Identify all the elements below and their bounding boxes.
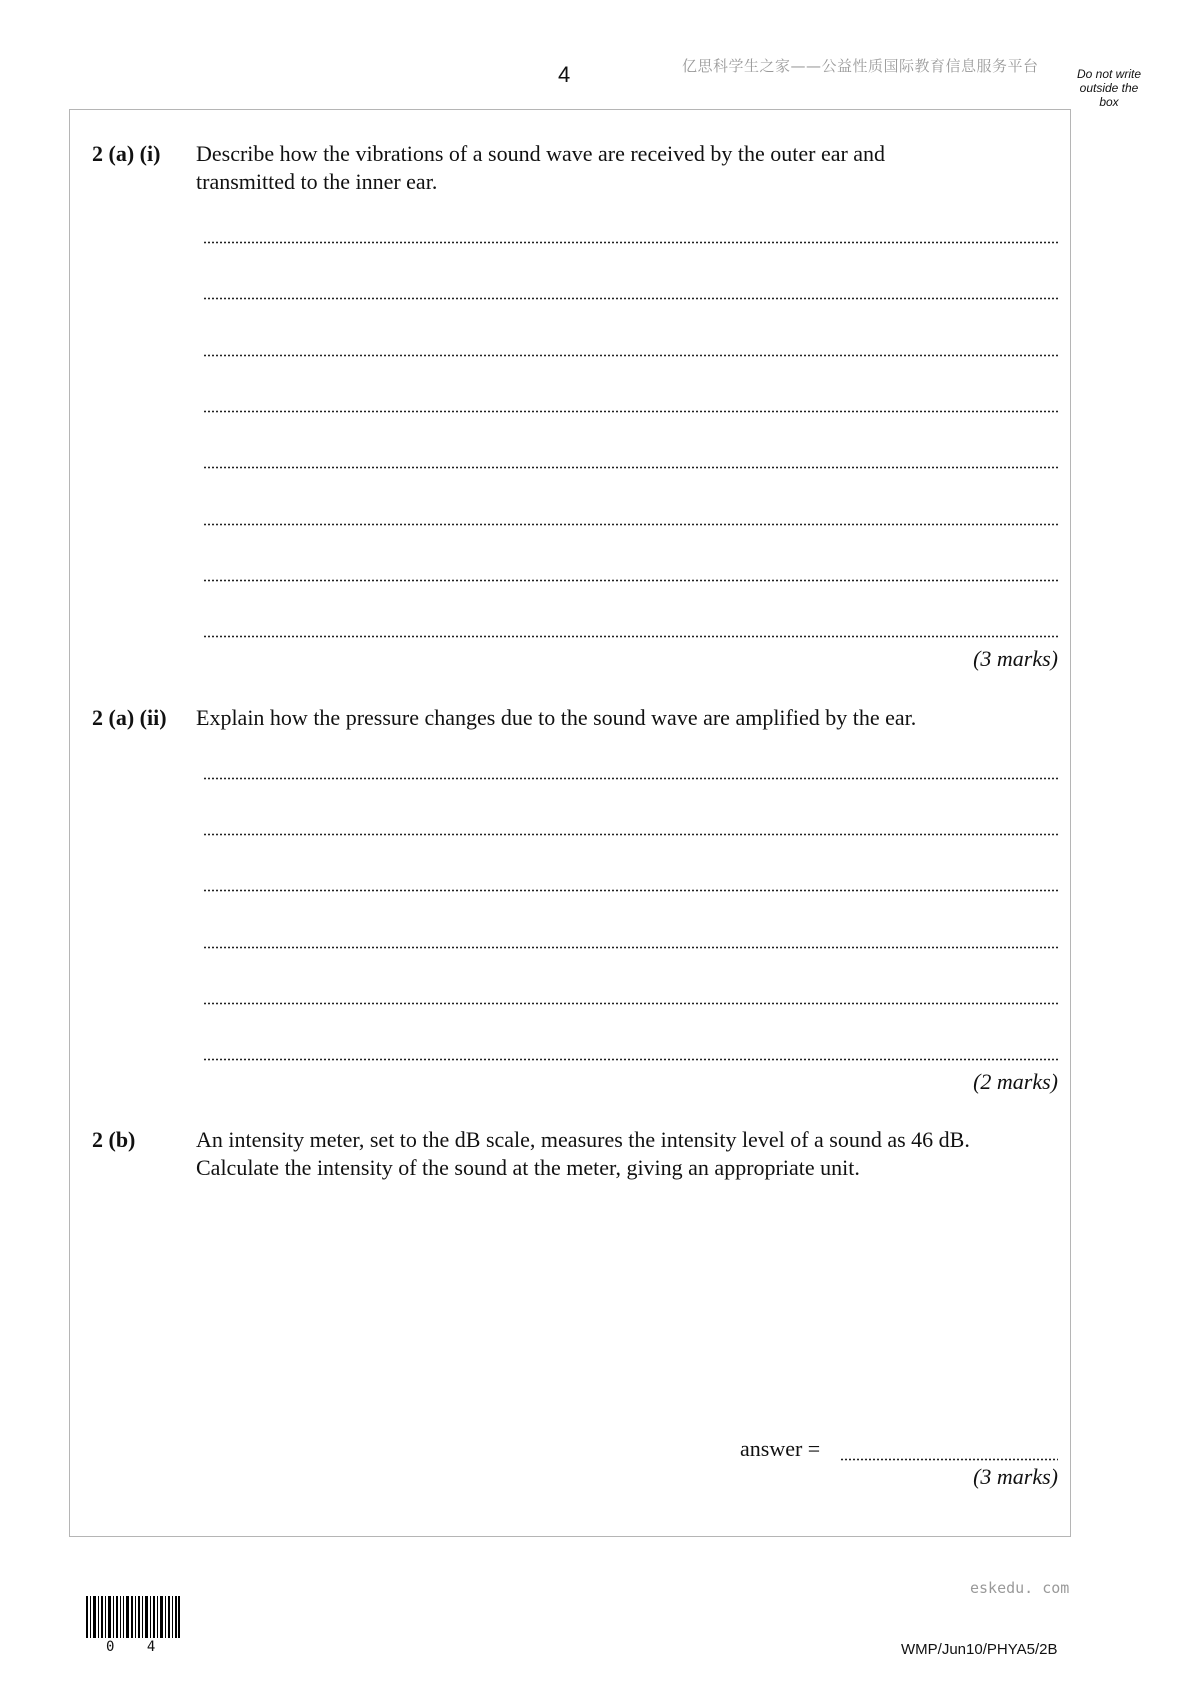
marks-2ai: (3 marks) — [973, 646, 1058, 671]
question-text-2ai-line1: Describe how the vibrations of a sound wave are received by the outer ear and — [196, 141, 886, 166]
answer-line[interactable] — [203, 354, 1058, 357]
answer-box-border — [69, 109, 1071, 1537]
answer-line[interactable] — [203, 946, 1058, 949]
question-text-2aii: Explain how the pressure changes due to the sound wave are amplified by the ear. — [196, 705, 917, 730]
answer-line[interactable] — [203, 241, 1058, 244]
answer-line[interactable] — [203, 889, 1058, 892]
question-text-2b-line1: An intensity meter, set to the dB scale, measures the intensity level of a sound as 46 dB. — [196, 1127, 970, 1152]
footer-site-watermark: eskedu. com — [970, 1579, 1070, 1597]
watermark-text: 亿思科学生之家——公益性质国际教育信息服务平台 — [682, 57, 1039, 75]
page-number: 4 — [558, 62, 571, 87]
question-number-2ai: 2 (a) (i) — [92, 141, 161, 166]
answer-line[interactable] — [203, 410, 1058, 413]
question-text-2b-line2: Calculate the intensity of the sound at the meter, giving an appropriate unit. — [196, 1155, 860, 1180]
question-text-2ai-line2: transmitted to the inner ear. — [196, 169, 438, 194]
question-number-2aii: 2 (a) (ii) — [92, 705, 167, 730]
answer-line[interactable] — [203, 777, 1058, 780]
paper-reference-code: WMP/Jun10/PHYA5/2B — [901, 1641, 1058, 1658]
answer-line[interactable] — [203, 579, 1058, 582]
answer-line[interactable] — [203, 635, 1058, 638]
question-number-2b: 2 (b) — [92, 1127, 136, 1152]
barcode-number: 0 4 — [106, 1639, 168, 1655]
marks-2b: (3 marks) — [973, 1464, 1058, 1489]
barcode-image — [86, 1596, 180, 1638]
answer-line[interactable] — [203, 1058, 1058, 1061]
answer-line[interactable] — [203, 1002, 1058, 1005]
margin-note: Do not write outside the box — [1076, 67, 1142, 109]
answer-line[interactable] — [203, 523, 1058, 526]
marks-2aii: (2 marks) — [973, 1069, 1058, 1094]
answer-label: answer = — [740, 1436, 821, 1461]
answer-line[interactable] — [203, 297, 1058, 300]
answer-line[interactable] — [203, 833, 1058, 836]
answer-field[interactable] — [840, 1458, 1058, 1461]
answer-line[interactable] — [203, 466, 1058, 469]
